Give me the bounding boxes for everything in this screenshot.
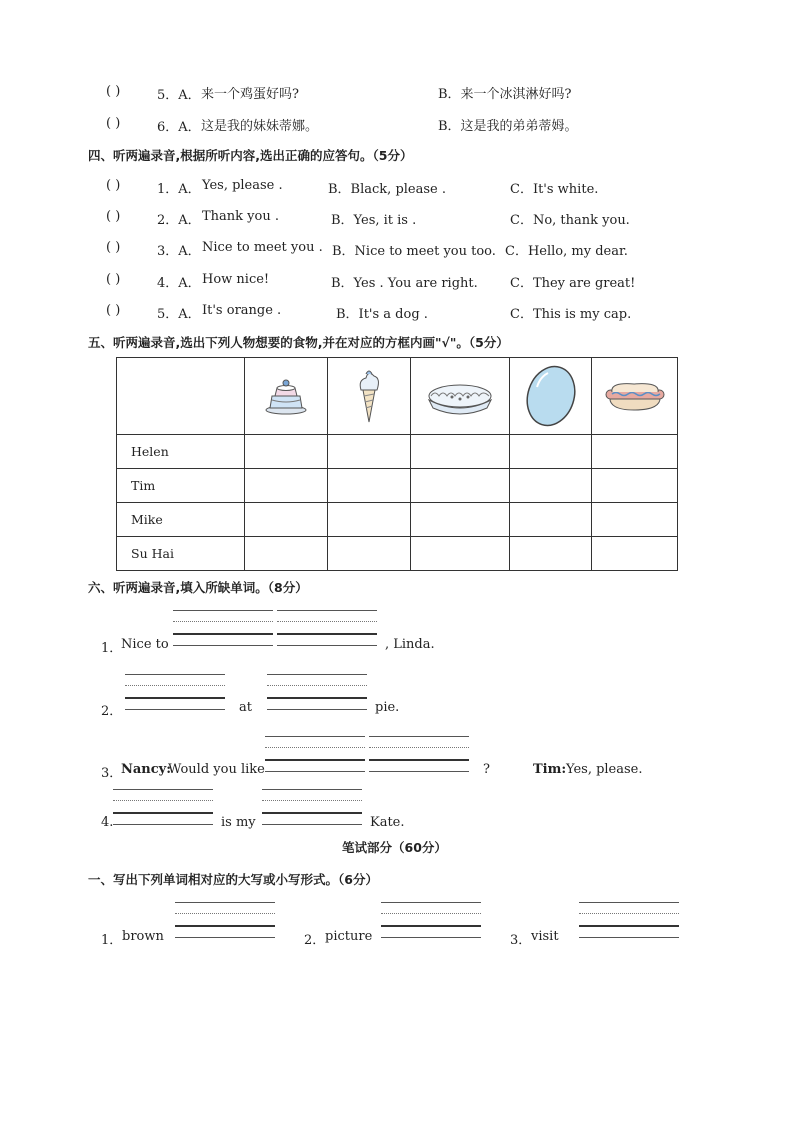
option-a: How nice! [202,272,270,287]
writing-line[interactable] [267,674,367,710]
hot-dog-icon [604,376,666,416]
person-name: Su Hai [117,537,245,571]
check-cell[interactable] [411,537,510,571]
writing-line[interactable] [277,610,377,646]
check-cell[interactable] [245,435,328,469]
question-number: 1． [101,933,123,948]
sentence-text: Kate. [370,815,405,830]
person-name: Helen [117,435,245,469]
check-cell[interactable] [592,537,678,571]
writing-line[interactable] [265,736,365,772]
option-c: C．Hello, my dear. [505,244,628,259]
question-number: 2． [101,704,123,719]
sentence-text: Yes, please. [566,762,643,777]
question-number: 2．A． [157,213,201,228]
table-row [117,435,678,469]
check-cell[interactable] [411,435,510,469]
option-c: C．They are great! [510,276,636,291]
option-a: Nice to meet you . [202,240,323,255]
person-name: Tim [117,469,245,503]
option-b: B．Yes . You are right. [331,276,478,291]
answer-bracket[interactable]: ( ) [106,240,121,255]
answer-bracket[interactable]: ( ) [106,84,121,99]
question-number: 3．A． [157,244,201,259]
answer-bracket[interactable]: ( ) [106,209,121,224]
answer-bracket[interactable]: ( ) [106,116,121,131]
ice-cream-icon [354,368,384,424]
option-c: C．It's white. [510,182,599,197]
writing-line[interactable] [175,902,275,938]
check-cell[interactable] [592,435,678,469]
part-title: 笔试部分（60分） [342,840,447,855]
check-cell[interactable] [411,503,510,537]
check-cell[interactable] [245,537,328,571]
food-choice-table [116,357,678,571]
option-c: C．No, thank you. [510,213,630,228]
egg-icon [524,363,578,429]
check-cell[interactable] [510,469,592,503]
word-text: brown [122,929,164,944]
word-text: visit [531,929,559,944]
sentence-text: Would you like [168,762,265,777]
table-row [117,537,678,571]
option-b: B．来一个冰淇淋好吗? [438,87,572,102]
check-cell[interactable] [592,469,678,503]
question-number: 1．A． [157,182,201,197]
sentence-text: is my [221,815,256,830]
table-row [117,469,678,503]
check-cell[interactable] [328,469,411,503]
option-a: 来一个鸡蛋好吗? [201,87,299,102]
option-b: B．Nice to meet you too. [332,244,496,259]
header-blank-cell [117,358,245,435]
option-a: Thank you . [202,209,279,224]
writing-line[interactable] [262,789,362,825]
section-title: 四、听两遍录音,根据所听内容,选出正确的应答句。（5分） [88,148,413,163]
check-cell[interactable] [510,503,592,537]
option-c: C．This is my cap. [510,307,632,322]
answer-bracket[interactable]: ( ) [106,303,121,318]
question-number: 1． [101,641,123,656]
food-header-cell [245,358,328,435]
option-b: B．这是我的弟弟蒂姆。 [438,119,578,134]
writing-line[interactable] [369,736,469,772]
check-cell[interactable] [411,469,510,503]
question-number: 2． [304,933,326,948]
sentence-text: Nice to [121,637,169,652]
question-number: 6．A． [157,120,201,135]
sentence-text: , Linda. [385,637,435,652]
cake-icon [264,374,308,418]
answer-bracket[interactable]: ( ) [106,272,121,287]
writing-line[interactable] [125,674,225,710]
option-a: It's orange . [202,303,282,318]
writing-line[interactable] [173,610,273,646]
option-b: B．Yes, it is . [331,213,417,228]
check-cell[interactable] [245,469,328,503]
pie-icon [425,376,495,416]
word-text: picture [325,929,373,944]
option-b: B．Black, please . [328,182,446,197]
question-number: 5．A． [157,88,201,103]
person-name: Mike [117,503,245,537]
check-cell[interactable] [328,435,411,469]
food-header-cell [592,358,678,435]
section-title: 六、听两遍录音,填入所缺单词。（8分） [88,580,308,595]
question-number: 3． [101,766,123,781]
answer-bracket[interactable]: ( ) [106,178,121,193]
writing-line[interactable] [113,789,213,825]
option-a: 这是我的妹妹蒂娜。 [201,119,319,134]
food-header-cell [328,358,411,435]
question-number: 4. [101,815,114,830]
option-a: Yes, please . [202,178,283,193]
check-cell[interactable] [245,503,328,537]
speaker-label: Nancy: [121,762,172,777]
speaker-label: Tim: [533,762,567,777]
question-number: 5．A． [157,307,201,322]
sentence-text: pie. [375,700,400,715]
section-title: 一、写出下列单词相对应的大写或小写形式。（6分） [88,872,378,887]
question-number: 4．A． [157,276,201,291]
check-cell[interactable] [328,537,411,571]
food-header-cell [510,358,592,435]
question-mark: ? [483,762,490,777]
option-b: B．It's a dog . [336,307,428,322]
food-header-cell [411,358,510,435]
question-number: 3． [510,933,532,948]
check-cell[interactable] [328,503,411,537]
check-cell[interactable] [592,503,678,537]
check-cell[interactable] [510,435,592,469]
section-title: 五、听两遍录音,选出下列人物想要的食物,并在对应的方框内画"√"。（5分） [88,335,509,350]
sentence-text: at [239,700,252,715]
table-row [117,503,678,537]
writing-line[interactable] [579,902,679,938]
check-cell[interactable] [510,537,592,571]
writing-line[interactable] [381,902,481,938]
